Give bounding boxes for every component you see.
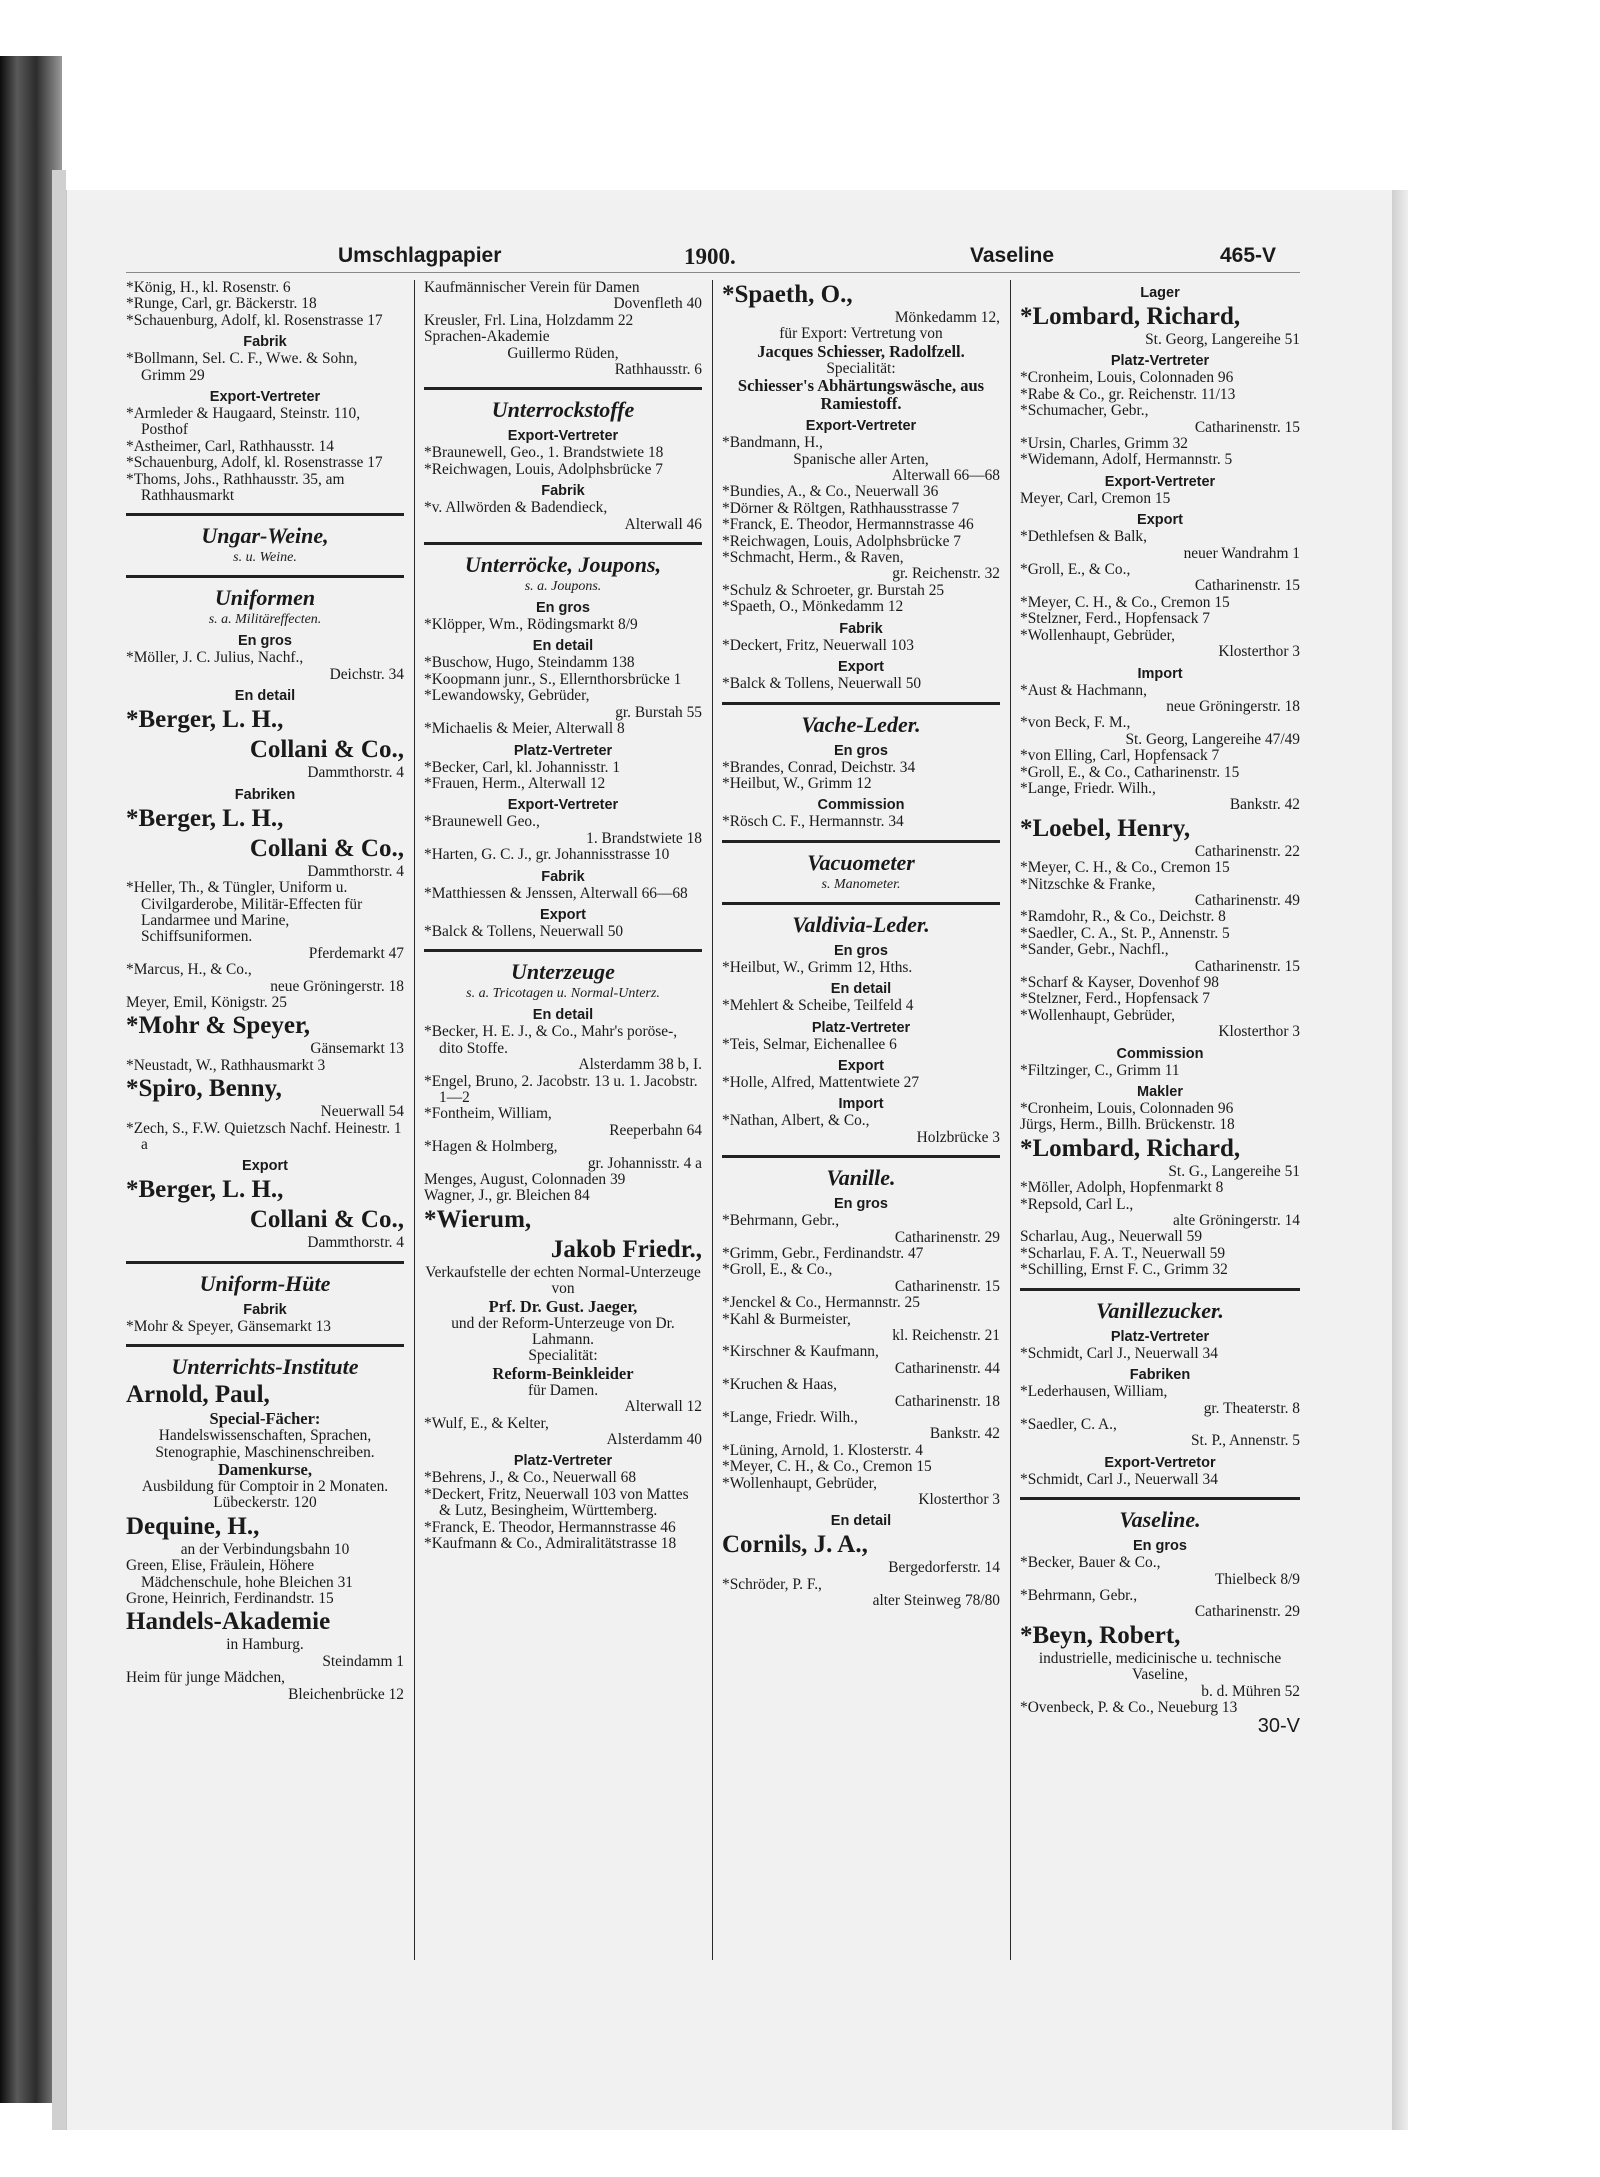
entry: *Reichwagen, Louis, Adolphsbrücke 7	[424, 460, 663, 478]
section-rule	[722, 702, 1000, 705]
section-label: Export	[1137, 512, 1183, 529]
entry: *Deckert, Fritz, Neuerwall 103 von Mattes & Lutz, Besingheim, Württemberg.	[424, 1485, 689, 1520]
entry-continuation: Bankstr. 42	[929, 1425, 1000, 1443]
entry: *Scharf & Kayser, Dovenhof 98	[1020, 974, 1219, 991]
entry: Kreusler, Frl. Lina, Holzdamm 22	[424, 311, 634, 329]
section-label: Import	[1137, 665, 1183, 682]
entry: *Repsold, Carl L.,	[1020, 1195, 1134, 1213]
entry-continuation: Alterwall 12	[624, 1398, 702, 1416]
featured-firm-continued: Jakob Friedr.,	[550, 1235, 702, 1263]
advert-highlight: Reform-Beinkleider	[492, 1363, 634, 1383]
entry: *Stelzner, Ferd., Hopfensack 7	[1020, 610, 1211, 628]
entry-continuation: Catharinenstr. 29	[894, 1228, 1000, 1246]
heading: Unterröcke, Joupons,	[464, 552, 662, 578]
entry-continuation: Catharinenstr. 49	[1194, 891, 1300, 909]
featured-firm-continued: Collani & Co.,	[249, 1206, 404, 1234]
entry: *Deckert, Fritz, Neuerwall 103	[722, 636, 914, 654]
entry-continuation: alte Gröningerstr. 14	[1173, 1212, 1300, 1230]
section-label: En detail	[532, 638, 594, 655]
heading: Ungar-Weine,	[201, 523, 329, 549]
entry: *Cronheim, Louis, Colonnaden 96	[1020, 369, 1234, 387]
column-2	[424, 280, 702, 1970]
entry: *Schauenburg, Adolf, kl. Rosenstrasse 17	[126, 454, 383, 472]
section-label: Export-Vertreter	[1104, 473, 1216, 490]
section-label: Import	[838, 1096, 884, 1113]
entry: *Frauen, Herm., Alterwall 12	[424, 774, 606, 792]
entry: *Hagen & Holmberg,	[424, 1138, 558, 1156]
centered-text: Guillermo Rüden,	[507, 344, 619, 362]
cross-reference: s. u. Weine.	[233, 550, 297, 566]
section-label: Fabriken	[234, 786, 296, 803]
entry-continuation: Klosterthor 3	[918, 1491, 1000, 1509]
entry: *Bollmann, Sel. C. F., Wwe. & Sohn, Grimm 29	[126, 350, 358, 384]
entry: *Saedler, C. A., St. P., Annenstr. 5	[1020, 924, 1230, 942]
entry: Wagner, J., gr. Bleichen 84	[424, 1187, 590, 1205]
section-rule	[424, 542, 702, 545]
entry-continuation: St. Georg, Langereihe 47/49	[1125, 730, 1300, 748]
entry: *Dethlefsen & Balk,	[1020, 528, 1147, 546]
entry: *Behrmann, Gebr.,	[722, 1212, 840, 1230]
entry: *Lederhausen, William,	[1020, 1383, 1168, 1401]
entry: *Ramdohr, R., & Co., Deichstr. 8	[1020, 908, 1226, 926]
entry: *Balck & Tollens, Neuerwall 50	[424, 922, 624, 940]
column-divider-2	[712, 280, 713, 1960]
entry: *Becker, H. E. J., & Co., Mahr's poröse-, dito Stoffe.	[424, 1023, 678, 1057]
section-label: En gros	[1133, 1538, 1187, 1555]
entry-continuation: St. P., Annenstr. 5	[1190, 1432, 1300, 1450]
entry: Scharlau, Aug., Neuerwall 59	[1020, 1228, 1203, 1246]
heading: Unterzeuge	[511, 959, 615, 985]
entry: *Sander, Gebr., Nachfl.,	[1020, 941, 1169, 959]
centered-text: an der Verbindungsbahn 10	[180, 1540, 350, 1558]
entry: *Spaeth, O., Mönkedamm 12	[722, 598, 904, 616]
entry-continuation: Thielbeck 8/9	[1214, 1570, 1300, 1588]
section-label: En gros	[834, 742, 888, 759]
cross-reference: s. a. Militäreffecten.	[208, 612, 322, 628]
entry: *Kruchen & Haas,	[722, 1376, 837, 1394]
entry-continuation: Catharinenstr. 15	[1194, 577, 1300, 595]
entry-continuation: Steindamm 1	[322, 1652, 404, 1670]
entry: *Bandmann, H.,	[722, 434, 823, 452]
section-label: Fabrik	[243, 334, 287, 351]
entry-continuation: gr. Burstah 55	[615, 703, 702, 721]
entry: *Thoms, Johs., Rathhausstr. 35, am Rathhausmarkt	[126, 470, 345, 505]
entry: *Reichwagen, Louis, Adolphsbrücke 7	[722, 532, 961, 550]
entry-continuation: Dammthorstr. 4	[307, 1234, 404, 1252]
entry-continuation: gr. Reichenstr. 32	[892, 565, 1000, 583]
section-label: Export	[838, 659, 884, 676]
entry: *Schauenburg, Adolf, kl. Rosenstrasse 17	[126, 311, 383, 329]
entry-continuation: Catharinenstr. 29	[1194, 1603, 1300, 1621]
header-right-keyword: Vaseline	[970, 244, 1055, 267]
section-label: Export	[540, 906, 586, 923]
entry-continuation: St. G., Langereihe 51	[1168, 1162, 1300, 1180]
entry: *Holle, Alfred, Mattentwiete 27	[722, 1073, 920, 1091]
entry: *Runge, Carl, gr. Bäckerstr. 18	[126, 295, 317, 313]
entry: *Groll, E., & Co.,	[722, 1261, 833, 1279]
entry-continuation: Reeperbahn 64	[609, 1121, 702, 1139]
heading: Vanillezucker.	[1096, 1297, 1224, 1323]
entry: Heim für junge Mädchen,	[126, 1669, 285, 1687]
section-label: Export	[242, 1158, 288, 1175]
featured-firm: *Berger, L. H.,	[126, 804, 284, 832]
entry-continuation: b. d. Mühren 52	[1201, 1682, 1300, 1700]
centered-text: Handelswissenschaften, Sprachen, Stenographie, Maschinenschreiben.	[155, 1427, 375, 1461]
entry-continuation: 1. Brandstwiete 18	[586, 829, 702, 847]
entry: *Klöpper, Wm., Rödingsmarkt 8/9	[424, 616, 638, 634]
centered-text: Verkaufstelle der echten Normal-Unterzeuge von	[425, 1263, 701, 1298]
entry: *Balck & Tollens, Neuerwall 50	[722, 675, 922, 693]
entry-continuation: Catharinenstr. 44	[894, 1359, 1000, 1377]
page-edge	[1392, 190, 1408, 2130]
section-rule	[722, 840, 1000, 843]
advert-highlight: Prf. Dr. Gust. Jaeger,	[488, 1296, 638, 1316]
entry-continuation: alter Steinweg 78/80	[872, 1592, 1000, 1610]
entry: *Cronheim, Louis, Colonnaden 96	[1020, 1100, 1234, 1118]
entry: *Schmidt, Carl J., Neuerwall 34	[1020, 1344, 1218, 1362]
heading: Vaseline.	[1119, 1507, 1201, 1533]
entry: *Fontheim, William,	[424, 1105, 552, 1123]
featured-firm: *Loebel, Henry,	[1020, 814, 1191, 842]
centered-text: Specialität:	[826, 359, 896, 377]
entry-continuation: Alsterdamm 38 b, I.	[578, 1056, 702, 1074]
entry: *Franck, E. Theodor, Hermannstrasse 46	[424, 1518, 676, 1536]
column-1	[126, 280, 404, 1970]
entry: *Braunewell, Geo., 1. Brandstwiete 18	[424, 444, 664, 462]
entry-continuation: gr. Johannisstr. 4 a	[587, 1154, 702, 1172]
section-label: Platz-Vertreter	[513, 1453, 613, 1470]
section-label: Platz-Vertreter	[811, 1019, 911, 1036]
featured-firm: *Lombard, Richard,	[1020, 303, 1241, 330]
entry: *Heilbut, W., Grimm 12, Hths.	[722, 958, 913, 976]
entry: *Rabe & Co., gr. Reichenstr. 11/13	[1020, 385, 1236, 403]
entry-continuation: Pferdemarkt 47	[308, 944, 404, 962]
section-label: En gros	[834, 1196, 888, 1213]
entry: Grone, Heinrich, Ferdinandstr. 15	[126, 1590, 334, 1608]
entry: *Mohr & Speyer, Gänsemarkt 13	[126, 1317, 331, 1335]
section-label: En detail	[234, 688, 296, 705]
featured-firm-continued: Collani & Co.,	[249, 834, 404, 862]
entry-continuation: Dammthorstr. 4	[307, 862, 404, 880]
section-rule	[126, 575, 404, 578]
entry-continuation: Klosterthor 3	[1218, 643, 1300, 661]
entry: *Zech, S., F.W. Quietzsch Nachf. Heinestr. 1 a	[126, 1119, 402, 1153]
featured-firm: *Beyn, Robert,	[1020, 1621, 1181, 1649]
entry: *Schmidt, Carl J., Neuerwall 34	[1020, 1470, 1218, 1488]
entry-continuation: Klosterthor 3	[1218, 1023, 1300, 1041]
entry-continuation: Alsterdamm 40	[606, 1431, 702, 1449]
entry-continuation: Catharinenstr. 18	[894, 1392, 1000, 1410]
entry-continuation: kl. Reichenstr. 21	[892, 1327, 1000, 1344]
entry: *Meyer, C. H., & Co., Cremon 15	[1020, 593, 1230, 611]
entry: *Lewandowsky, Gebrüder,	[424, 687, 590, 705]
centered-text: und der Reform-Unterzeuge von Dr. Lahmann.	[451, 1314, 675, 1349]
section-label: Commission	[1116, 1045, 1204, 1062]
entry: *Schilling, Ernst F. C., Grimm 32	[1020, 1261, 1228, 1279]
entry-continuation: neuer Wandrahm 1	[1183, 544, 1300, 562]
entry: *Ovenbeck, P. & Co., Neueburg 13	[1020, 1698, 1238, 1716]
binding-fold	[52, 170, 66, 2130]
header-page-number: 465-V	[1220, 244, 1277, 267]
entry: Green, Elise, Fräulein, Höhere Mädchenschule, hohe Bleichen 31	[126, 1557, 353, 1591]
entry-continuation: Neuerwall 54	[320, 1103, 404, 1121]
featured-firm: *Berger, L. H.,	[126, 1176, 284, 1204]
section-rule	[424, 387, 702, 390]
heading: Unterrockstoffe	[491, 397, 635, 423]
heading: Valdivia-Leder.	[792, 911, 930, 937]
section-label: Platz-Vertreter	[1110, 1328, 1210, 1345]
entry: *Groll, E., & Co., Catharinenstr. 15	[1020, 763, 1240, 781]
section-label: En gros	[238, 633, 292, 650]
entry: *Schumacher, Gebr.,	[1020, 402, 1149, 420]
section-label: En detail	[532, 1007, 594, 1024]
centered-text: Ausbildung für Comptoir in 2 Monaten. Lübeckerstr. 120	[141, 1478, 389, 1512]
entry-continuation: gr. Theaterstr. 8	[1203, 1399, 1300, 1417]
column-3	[722, 280, 1000, 1970]
section-rule	[126, 1261, 404, 1264]
centered-text: Spanische aller Arten,	[793, 450, 929, 468]
entry: *Lüning, Arnold, 1. Klosterstr. 4	[722, 1441, 923, 1459]
advert-highlight: Damenkurse,	[218, 1460, 312, 1479]
entry: *Schröder, P. F.,	[722, 1575, 822, 1593]
entry: *Scharlau, F. A. T., Neuerwall 59	[1020, 1244, 1226, 1262]
featured-firm: *Mohr & Speyer,	[126, 1012, 311, 1040]
entry-continuation: Dammthorstr. 4	[307, 764, 404, 782]
entry: *Lange, Friedr. Wilh.,	[722, 1409, 858, 1427]
header-rule	[126, 272, 1300, 273]
entry: *Filtzinger, C., Grimm 11	[1020, 1061, 1180, 1079]
entry: *Aust & Hachmann,	[1020, 681, 1147, 699]
section-label: En detail	[830, 981, 892, 998]
entry: *Wulf, E., & Kelter,	[424, 1414, 549, 1432]
entry: *Ursin, Charles, Grimm 32	[1020, 435, 1188, 453]
entry: *Brandes, Conrad, Deichstr. 34	[722, 758, 916, 776]
entry: Sprachen-Akademie	[424, 328, 550, 346]
section-label: Platz-Vertreter	[1110, 353, 1210, 370]
entry: *Dörner & Röltgen, Rathhausstrasse 7	[722, 499, 960, 517]
centered-text: für Export: Vertretung von	[779, 325, 943, 343]
entry: *Jenckel & Co., Hermannstr. 25	[722, 1294, 920, 1312]
entry-continuation: Holzbrücke 3	[916, 1128, 1000, 1146]
entry: *Armleder & Haugaard, Steinstr. 110, Posthof	[126, 405, 361, 439]
entry-continuation: neue Gröningerstr. 18	[270, 977, 404, 995]
section-label: Fabriken	[1129, 1367, 1191, 1384]
column-4	[1020, 280, 1300, 1970]
entry: *Wollenhaupt, Gebrüder,	[1020, 1006, 1175, 1024]
entry: *Buschow, Hugo, Steindamm 138	[424, 654, 635, 672]
entry-continuation: Bergedorferstr. 14	[888, 1559, 1000, 1577]
entry-continuation: Catharinenstr. 15	[894, 1277, 1000, 1295]
entry: *Behrmann, Gebr.,	[1020, 1586, 1138, 1604]
entry: *Franck, E. Theodor, Hermannstrasse 46	[722, 516, 974, 534]
entry: *Marcus, H., & Co.,	[126, 961, 252, 979]
entry: Jürgs, Herm., Billh. Brückenstr. 18	[1020, 1116, 1235, 1134]
entry: *Heller, Th., & Tüngler, Uniform u. Civilgarderobe, Militär-Effecten für Landarmee und Marine, Schiffsuniformen.	[126, 879, 363, 946]
advert-highlight: Special-Fächer:	[209, 1409, 321, 1429]
heading: Uniform-Hüte	[199, 1270, 331, 1296]
heading: Vacuometer	[807, 849, 915, 875]
centered-text: für Damen.	[527, 1381, 599, 1399]
entry-continuation: Alterwall 46	[624, 515, 702, 533]
advert-highlight: Schiesser's Abhärtungswäsche, aus Ramiestoff.	[737, 376, 985, 414]
entry-continuation: Deichstr. 34	[329, 665, 404, 683]
signature-mark: 30-V	[1257, 1715, 1300, 1738]
section-label: Makler	[1137, 1084, 1183, 1101]
entry: *Nitzschke & Franke,	[1020, 875, 1156, 893]
entry: *Kirschner & Kaufmann,	[722, 1343, 879, 1361]
centered-text: in Hamburg.	[226, 1636, 304, 1654]
featured-firm: *Spiro, Benny,	[126, 1075, 282, 1103]
column-divider-1	[414, 280, 415, 1960]
section-rule	[1020, 1288, 1300, 1291]
entry-continuation: Bankstr. 42	[1229, 796, 1300, 814]
entry: *Mehlert & Scheibe, Teilfeld 4	[722, 997, 914, 1015]
entry-continuation: Bleichenbrücke 12	[288, 1685, 404, 1703]
advert-highlight: Jacques Schiesser, Radolfzell.	[757, 341, 965, 361]
section-label: Export-Vertretor	[1104, 1454, 1216, 1471]
entry: *Koopmann junr., S., Ellernthorsbrücke 1	[424, 670, 682, 688]
section-rule	[126, 1344, 404, 1347]
entry: *Widemann, Adolf, Hermannstr. 5	[1020, 451, 1233, 469]
entry: *Saedler, C. A.,	[1020, 1415, 1117, 1433]
entry: *Meyer, C. H., & Co., Cremon 15	[1020, 859, 1230, 877]
heading: Unterrichts-Institute	[171, 1354, 359, 1380]
featured-firm: Arnold, Paul,	[126, 1381, 270, 1409]
entry-continuation: Gänsemarkt 13	[310, 1040, 404, 1058]
entry: Meyer, Carl, Cremon 15	[1020, 489, 1171, 507]
heading: Uniformen	[214, 585, 316, 611]
entry: *Matthiessen & Jenssen, Alterwall 66—68	[424, 884, 688, 902]
entry: *Möller, J. C. Julius, Nachf.,	[126, 649, 304, 667]
featured-firm: *Spaeth, O.,	[722, 281, 853, 308]
centered-text: industrielle, medicinische u. technische Vaseline,	[1038, 1649, 1282, 1684]
entry: *Becker, Bauer & Co.,	[1020, 1554, 1161, 1572]
entry-continuation: Catharinenstr. 15	[1194, 418, 1300, 436]
entry: *v. Allwörden & Badendieck,	[424, 499, 608, 517]
heading: Vache-Leder.	[801, 711, 921, 737]
section-label: En gros	[536, 600, 590, 617]
section-label: Export	[838, 1057, 884, 1074]
entry: *Kahl & Burmeister,	[722, 1310, 851, 1328]
section-rule	[126, 513, 404, 516]
entry: *Neustadt, W., Rathhausmarkt 3	[126, 1056, 326, 1074]
entry: *von Elling, Carl, Hopfensack 7	[1020, 747, 1220, 765]
centered-text: Specialität:	[528, 1347, 598, 1365]
entry-continuation: St. Georg, Langereihe 51	[1145, 331, 1300, 348]
entry: Meyer, Emil, Königstr. 25	[126, 993, 287, 1011]
section-label: Export-Vertreter	[507, 428, 619, 445]
entry-continuation: Mönkedamm 12,	[894, 309, 1000, 326]
entry: *Schulz & Schroeter, gr. Burstah 25	[722, 581, 945, 599]
entry-continuation: neue Gröningerstr. 18	[1166, 697, 1300, 715]
entry: *Schmacht, Herm., & Raven,	[722, 549, 904, 567]
entry: *Möller, Adolph, Hopfenmarkt 8	[1020, 1179, 1224, 1197]
section-label: Platz-Vertreter	[513, 742, 613, 759]
featured-firm: *Wierum,	[424, 1205, 532, 1233]
section-label: En detail	[830, 1513, 892, 1530]
entry: *Groll, E., & Co.,	[1020, 561, 1131, 579]
featured-firm: *Berger, L. H.,	[126, 706, 284, 734]
heading: Vanille.	[826, 1165, 896, 1191]
entry: *Michaelis & Meier, Alterwall 8	[424, 720, 625, 738]
section-rule	[722, 1155, 1000, 1158]
section-label: En gros	[834, 942, 888, 959]
cross-reference: s. a. Tricotagen u. Normal-Unterz.	[466, 986, 660, 1002]
entry: *Engel, Bruno, 2. Jacobstr. 13 u. 1. Jacobstr. 1—2	[424, 1072, 698, 1106]
entry: *Bundies, A., & Co., Neuerwall 36	[722, 483, 939, 501]
entry-continuation: Catharinenstr. 15	[1194, 957, 1300, 975]
entry-continuation: Dovenfleth 40	[613, 295, 702, 313]
entry: *Braunewell Geo.,	[424, 813, 540, 831]
entry: *Harten, G. C. J., gr. Johannisstrasse 10	[424, 846, 670, 864]
section-label: Fabrik	[541, 868, 585, 885]
header-left-keyword: Umschlagpapier	[338, 244, 502, 267]
entry: *Kaufmann & Co., Admiralitätstrasse 18	[424, 1535, 677, 1553]
featured-firm: Cornils, J. A.,	[722, 1531, 868, 1559]
section-rule	[722, 902, 1000, 905]
section-label: Lager	[1140, 285, 1180, 301]
entry: *Heilbut, W., Grimm 12	[722, 774, 872, 792]
entry: *Meyer, C. H., & Co., Cremon 15	[722, 1458, 932, 1476]
entry: Kaufmännischer Verein für Damen	[424, 280, 640, 296]
featured-firm: Handels-Akademie	[126, 1608, 331, 1636]
entry-continuation: Alterwall 66—68	[891, 467, 1000, 485]
section-rule	[1020, 1497, 1300, 1500]
entry: *König, H., kl. Rosenstr. 6	[126, 280, 291, 296]
section-label: Export-Vertreter	[209, 389, 321, 406]
header-year: 1900.	[684, 244, 736, 269]
section-label: Fabrik	[839, 620, 883, 637]
section-label: Fabrik	[541, 483, 585, 500]
entry: *Nathan, Albert, & Co.,	[722, 1112, 870, 1130]
featured-firm: Dequine, H.,	[126, 1512, 260, 1540]
entry: *von Beck, F. M.,	[1020, 714, 1131, 732]
column-divider-3	[1010, 280, 1011, 1960]
entry: *Becker, Carl, kl. Johannisstr. 1	[424, 758, 621, 776]
entry: *Lange, Friedr. Wilh.,	[1020, 779, 1156, 797]
entry: *Grimm, Gebr., Ferdinandstr. 47	[722, 1244, 924, 1262]
entry: *Teis, Selmar, Eichenallee 6	[722, 1035, 897, 1053]
featured-firm: *Lombard, Richard,	[1020, 1134, 1241, 1162]
entry: Menges, August, Colonnaden 39	[424, 1171, 626, 1188]
entry: *Behrens, J., & Co., Neuerwall 68	[424, 1469, 637, 1487]
entry-continuation: Rathhausstr. 6	[614, 361, 702, 379]
entry: *Wollenhaupt, Gebrüder,	[1020, 626, 1175, 644]
section-label: Fabrik	[243, 1301, 287, 1318]
section-label: Export-Vertreter	[507, 797, 619, 814]
entry: *Stelzner, Ferd., Hopfensack 7	[1020, 990, 1211, 1008]
section-label: Commission	[817, 797, 905, 814]
featured-firm-continued: Collani & Co.,	[249, 736, 404, 764]
section-label: Export-Vertreter	[805, 418, 917, 435]
cross-reference: s. Manometer.	[821, 876, 901, 892]
entry: *Wollenhaupt, Gebrüder,	[722, 1474, 877, 1492]
entry: *Astheimer, Carl, Rathhausstr. 14	[126, 437, 334, 455]
entry: *Rösch C. F., Hermannstr. 34	[722, 813, 904, 831]
cross-reference: s. a. Joupons.	[524, 579, 602, 595]
entry-continuation: Catharinenstr. 22	[1194, 842, 1300, 860]
section-rule	[424, 949, 702, 952]
